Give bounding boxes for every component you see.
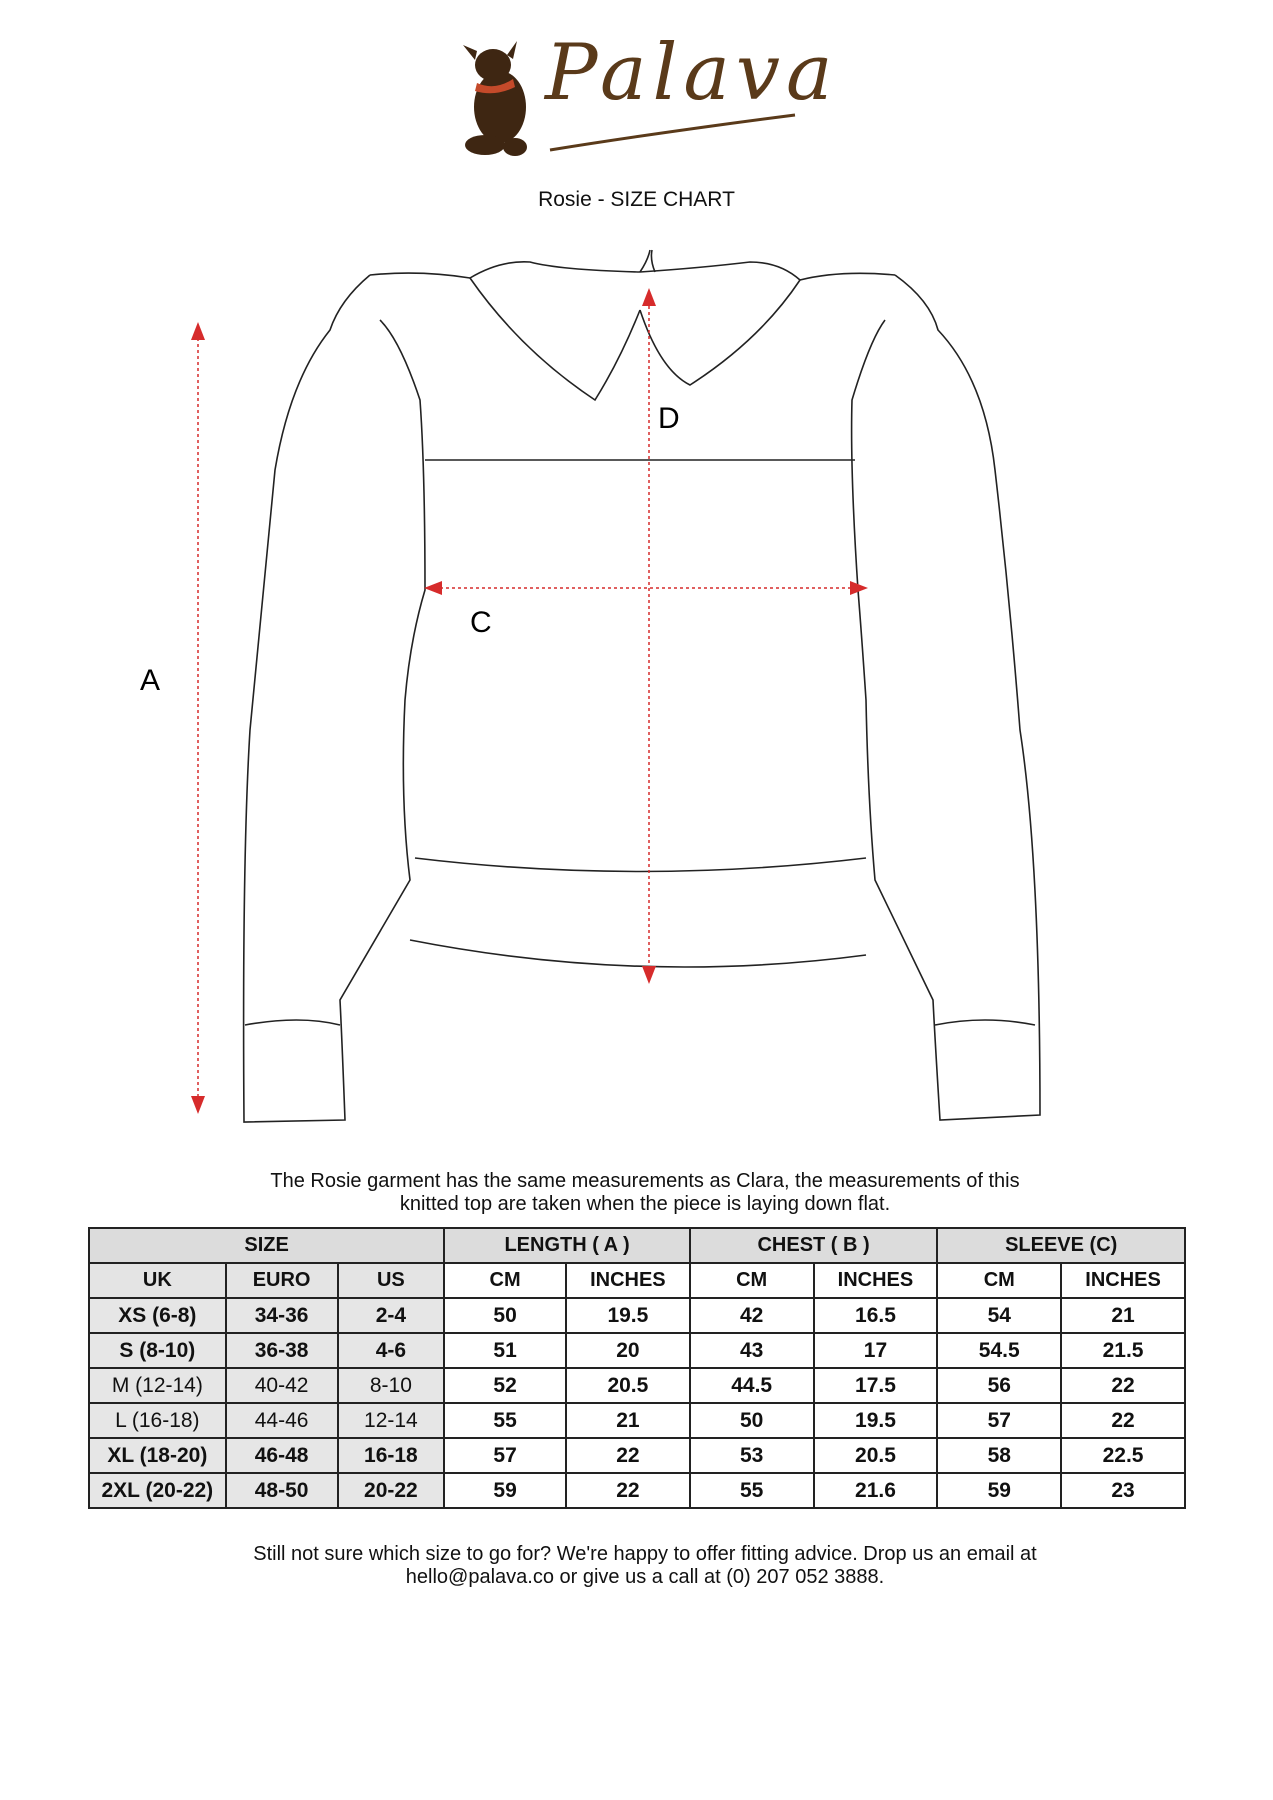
page-title: Rosie - SIZE CHART	[538, 188, 735, 211]
cell-length-inches: 22	[566, 1438, 690, 1473]
cell-uk: L (16-18)	[89, 1403, 226, 1438]
cell-euro: 48-50	[226, 1473, 338, 1508]
cell-uk: M (12-14)	[89, 1368, 226, 1403]
cell-length-cm: 51	[444, 1333, 566, 1368]
cell-length-cm: 57	[444, 1438, 566, 1473]
cell-length-cm: 52	[444, 1368, 566, 1403]
cell-sleeve-cm: 58	[937, 1438, 1061, 1473]
cell-euro: 34-36	[226, 1298, 338, 1333]
col-us: US	[338, 1263, 445, 1298]
intro-text	[180, 1170, 1110, 1216]
cell-length-cm: 59	[444, 1473, 566, 1508]
cell-length-inches: 19.5	[566, 1298, 690, 1333]
cell-chest-cm: 53	[690, 1438, 814, 1473]
col-uk: UK	[89, 1263, 226, 1298]
table-row	[89, 1473, 1185, 1508]
brand-name: Palava	[545, 28, 839, 118]
cell-us: 16-18	[338, 1438, 445, 1473]
cell-us: 4-6	[338, 1333, 445, 1368]
table-row	[89, 1368, 1185, 1403]
group-sleeve: SLEEVE (C)	[937, 1228, 1185, 1263]
cell-sleeve-inches: 21	[1061, 1298, 1185, 1333]
label-a: A	[140, 664, 161, 697]
cell-us: 12-14	[338, 1403, 445, 1438]
cell-euro: 44-46	[226, 1403, 338, 1438]
cell-sleeve-inches: 22	[1061, 1368, 1185, 1403]
cell-length-inches: 21	[566, 1403, 690, 1438]
cell-chest-inches: 20.5	[814, 1438, 938, 1473]
cell-chest-inches: 17	[814, 1333, 938, 1368]
table-row	[89, 1298, 1185, 1333]
cell-us: 20-22	[338, 1473, 445, 1508]
cell-sleeve-inches: 22.5	[1061, 1438, 1185, 1473]
cell-us: 8-10	[338, 1368, 445, 1403]
table-row	[89, 1333, 1185, 1368]
cell-sleeve-inches: 23	[1061, 1473, 1185, 1508]
cell-sleeve-cm: 54	[937, 1298, 1061, 1333]
col-length-inches: INCHES	[566, 1263, 690, 1298]
cell-uk: 2XL (20-22)	[89, 1473, 226, 1508]
table-row	[89, 1438, 1185, 1473]
cell-sleeve-inches: 22	[1061, 1403, 1185, 1438]
cell-chest-inches: 21.6	[814, 1473, 938, 1508]
cell-chest-cm: 42	[690, 1298, 814, 1333]
col-sleeve-inches: INCHES	[1061, 1263, 1185, 1298]
cell-euro: 46-48	[226, 1438, 338, 1473]
cell-length-inches: 22	[566, 1473, 690, 1508]
cell-chest-inches: 19.5	[814, 1403, 938, 1438]
intro-line-2: knitted top are taken when the piece is laying down flat.	[399, 1193, 891, 1215]
cell-euro: 36-38	[226, 1333, 338, 1368]
cell-sleeve-cm: 56	[937, 1368, 1061, 1403]
col-chest-inches: INCHES	[814, 1263, 938, 1298]
intro-line-1: The Rosie garment has the same measurements as Clara, the measurements of this	[270, 1170, 1020, 1192]
garment-outline	[244, 275, 425, 1122]
col-length-cm: CM	[444, 1263, 566, 1298]
cell-uk: XS (6-8)	[89, 1298, 226, 1333]
group-size: SIZE	[89, 1228, 444, 1263]
cell-chest-inches: 17.5	[814, 1368, 938, 1403]
cell-length-cm: 55	[444, 1403, 566, 1438]
group-length: LENGTH ( A )	[444, 1228, 690, 1263]
cell-sleeve-cm: 54.5	[937, 1333, 1061, 1368]
label-c: C	[470, 606, 492, 639]
cell-length-inches: 20	[566, 1333, 690, 1368]
collar	[470, 262, 800, 280]
cell-length-inches: 20.5	[566, 1368, 690, 1403]
col-euro: EURO	[226, 1263, 338, 1298]
footer-line-2: hello@palava.co or give us a call at (0) 207 052 3888.	[405, 1566, 885, 1588]
cell-chest-cm: 50	[690, 1403, 814, 1438]
cell-chest-cm: 55	[690, 1473, 814, 1508]
cell-uk: S (8-10)	[89, 1333, 226, 1368]
size-table	[88, 1227, 1186, 1509]
footer-text	[180, 1543, 1110, 1589]
cell-uk: XL (18-20)	[89, 1438, 226, 1473]
garment-diagram	[0, 240, 1273, 1140]
col-chest-cm: CM	[690, 1263, 814, 1298]
cell-chest-cm: 43	[690, 1333, 814, 1368]
cell-length-cm: 50	[444, 1298, 566, 1333]
label-d: D	[658, 402, 680, 435]
group-chest: CHEST ( B )	[690, 1228, 938, 1263]
cell-us: 2-4	[338, 1298, 445, 1333]
cell-sleeve-inches: 21.5	[1061, 1333, 1185, 1368]
cell-chest-cm: 44.5	[690, 1368, 814, 1403]
cell-sleeve-cm: 59	[937, 1473, 1061, 1508]
cell-sleeve-cm: 57	[937, 1403, 1061, 1438]
table-row	[89, 1403, 1185, 1438]
cell-euro: 40-42	[226, 1368, 338, 1403]
cell-chest-inches: 16.5	[814, 1298, 938, 1333]
footer-line-1: Still not sure which size to go for? We're happy to offer fitting advice. Drop us an email at	[253, 1543, 1037, 1565]
col-sleeve-cm: CM	[937, 1263, 1061, 1298]
